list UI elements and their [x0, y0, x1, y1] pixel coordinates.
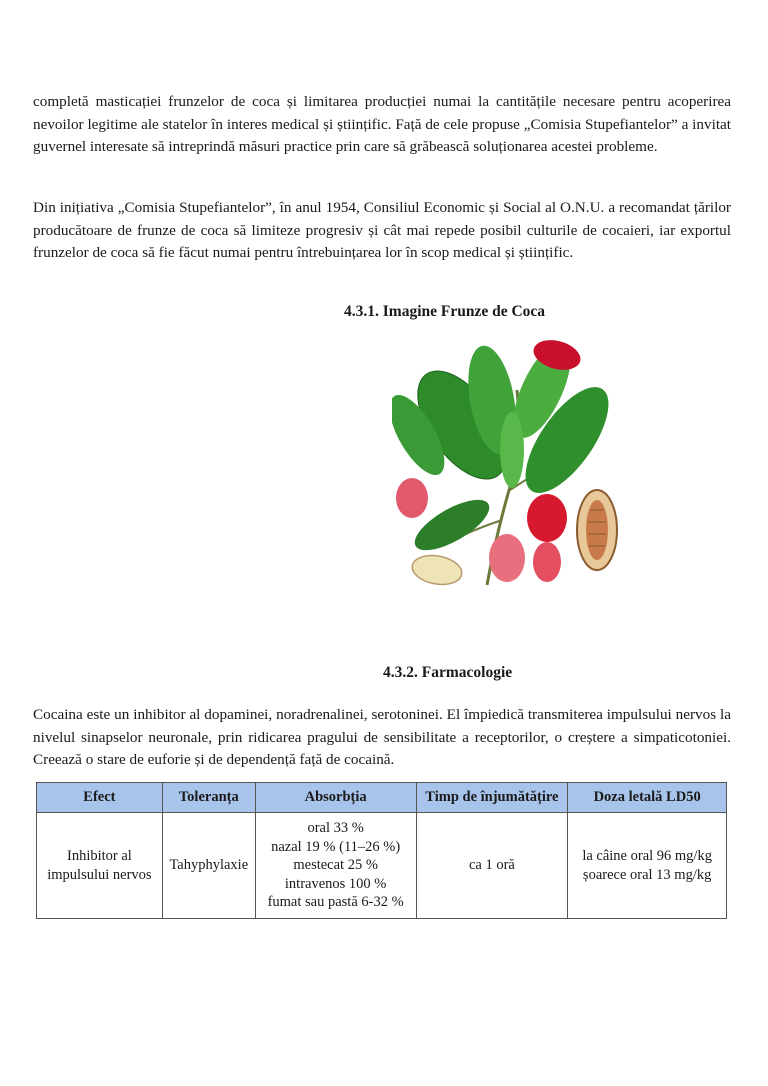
coca-leaves-icon [392, 330, 622, 592]
table-row [37, 813, 727, 919]
header-doza: Doza letală LD50 [568, 783, 727, 813]
paragraph-pharmacology: Cocaina este un inhibitor al dopaminei, noradrenalinei, serotoninei. El împiedică transmiterea impulsului nervos la nivelul sinapselor neuronale, prin ridicarea pragului de sensibilitate a receptorilor, o creștere a simpaticotoniei. Creează o stare de euforie și de dependență față de cocaină. [33, 706, 731, 768]
paragraph-initiative: Din inițiativa „Comisia Stupefiantelor”, în anul 1954, Consiliul Economic și Social al O.N.U. a recomandat țărilor producătoare de frunze de coca să limiteze progresiv și cât mai repede posibil culturile de cocaieri, iar exportul frunzelor de coca să fie făcut numai pentru întrebuințarea lor în scop medical și științific. [33, 199, 731, 261]
heading-image: 4.3.1. Imagine Frunze de Coca [344, 303, 546, 320]
table-header-row [37, 783, 727, 813]
cell-toleranta: Tahyphylaxie [162, 813, 255, 919]
header-absorbtia: Absorbția [255, 783, 416, 813]
header-toleranta: Toleranța [162, 783, 255, 813]
cell-doza: la câine oral 96 mg/kg șoarece oral 13 mg/kg [568, 813, 727, 919]
cell-timp: ca 1 oră [416, 813, 568, 919]
cell-absorbtia: oral 33 % nazal 19 % (11–26 %) mestecat 25 % intravenos 100 % fumat sau pastă 6-32 % [255, 813, 416, 919]
header-efect: Efect [37, 783, 163, 813]
pharmacology-table [36, 782, 727, 919]
heading-pharmacology: 4.3.2. Farmacologie [383, 664, 513, 681]
cell-efect: Inhibitor al impulsului nervos [37, 813, 163, 919]
paragraph-intro: completă masticației frunzelor de coca și limitarea producției numai la cantitățile necesare pentru acoperirea nevoilor legitime ale statelor în interes medical și științific. Față de cele propuse „Comisia Stupefiantelor” a invitat guvernel interesate să intreprindă măsuri practice prin care să grăbească soluționarea acestei probleme. [33, 93, 731, 155]
coca-leaves-illustration [392, 330, 622, 592]
header-timp: Timp de înjumătățire [416, 783, 568, 813]
